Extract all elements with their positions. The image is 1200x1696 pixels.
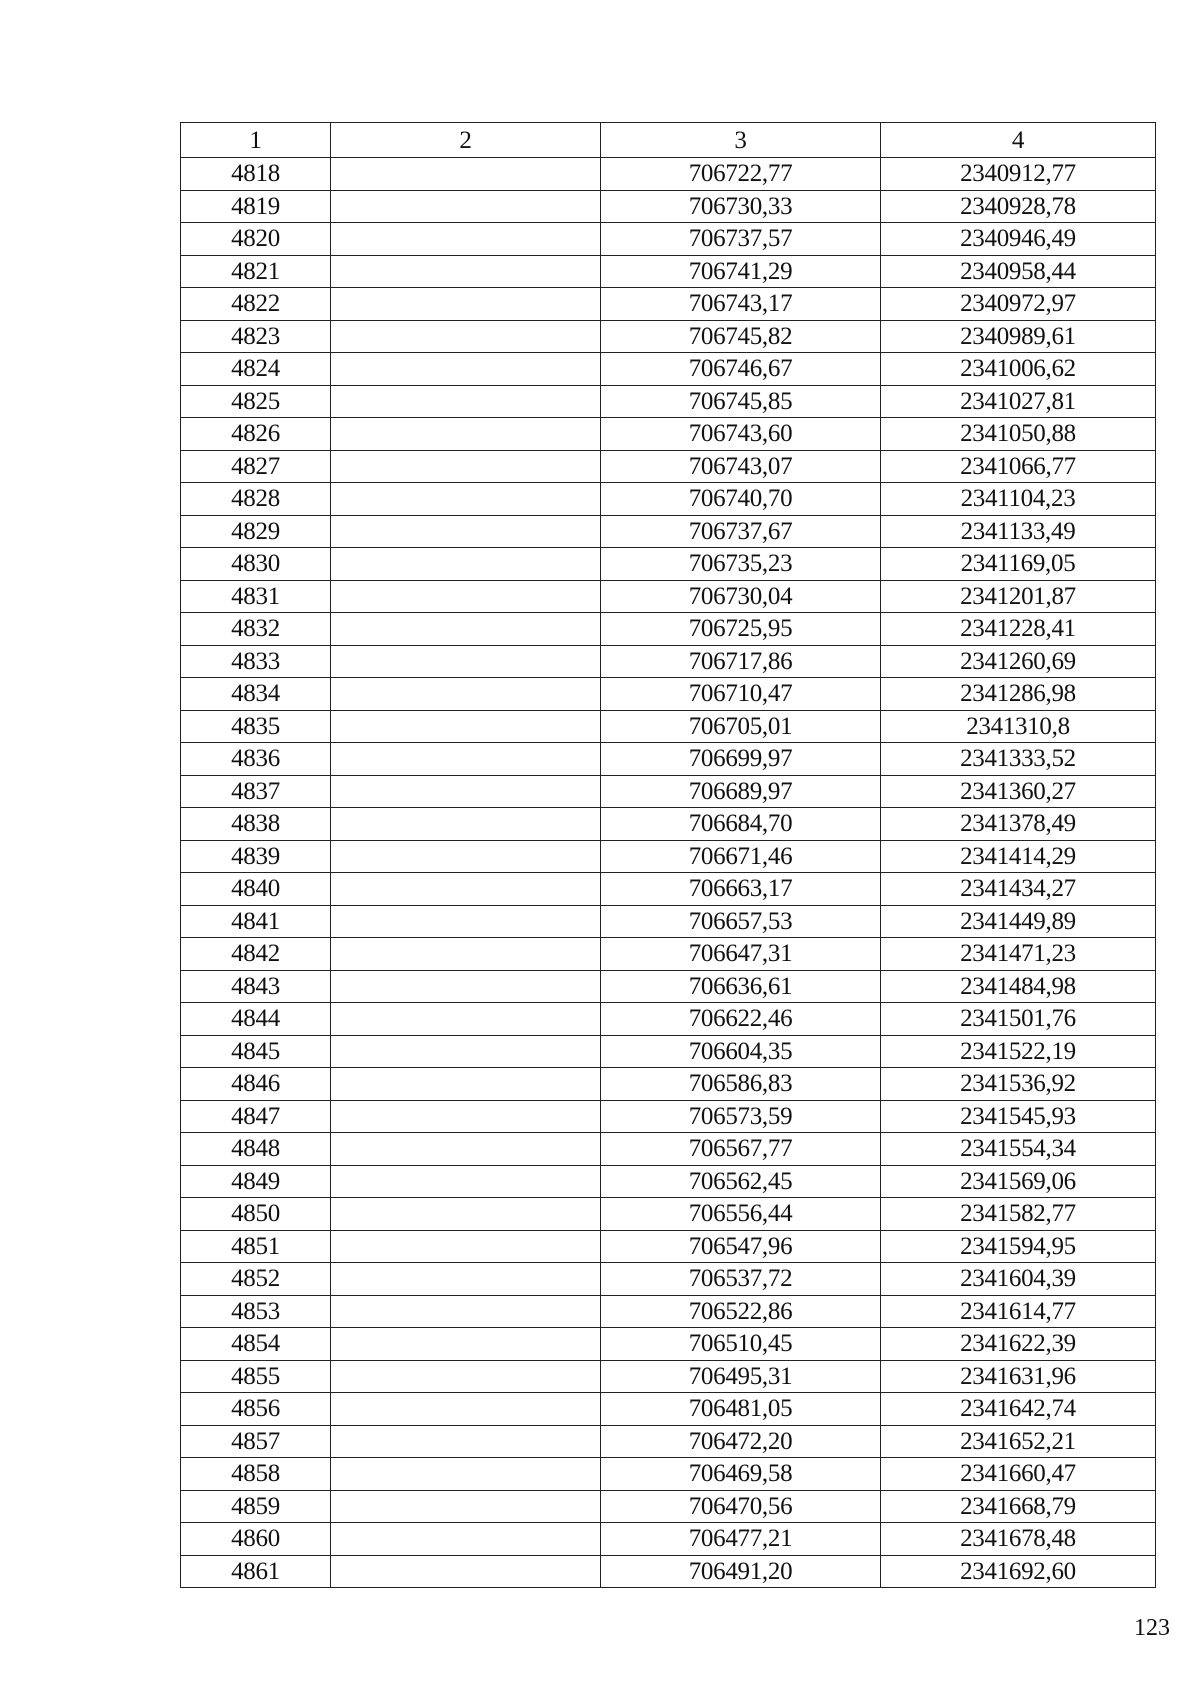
table-cell-col-2 — [331, 613, 601, 646]
table-cell-col-2 — [331, 678, 601, 711]
table-cell-col-3: 706689,97 — [601, 775, 881, 808]
table-cell-col-3: 706710,47 — [601, 678, 881, 711]
table-cell-col-1: 4849 — [181, 1165, 331, 1198]
table-cell-col-2 — [331, 1555, 601, 1588]
table-row — [181, 353, 1156, 386]
table-cell-col-2 — [331, 483, 601, 516]
table-cell-col-3: 706745,85 — [601, 385, 881, 418]
table-cell-col-2 — [331, 808, 601, 841]
table-cell-col-3: 706522,86 — [601, 1295, 881, 1328]
table-cell-col-1: 4854 — [181, 1328, 331, 1361]
table-row — [181, 1100, 1156, 1133]
table-cell-col-2 — [331, 1100, 601, 1133]
table-cell-col-1: 4840 — [181, 873, 331, 906]
table-row — [181, 840, 1156, 873]
table-cell-col-4: 2341631,96 — [881, 1360, 1156, 1393]
table-cell-col-1: 4825 — [181, 385, 331, 418]
table-row — [181, 1328, 1156, 1361]
table-cell-col-2 — [331, 1458, 601, 1491]
table-cell-col-3: 706567,77 — [601, 1133, 881, 1166]
table-row — [181, 970, 1156, 1003]
table-cell-col-1: 4859 — [181, 1490, 331, 1523]
table-cell-col-3: 706743,60 — [601, 418, 881, 451]
table-cell-col-3: 706722,77 — [601, 158, 881, 191]
table-row — [181, 1458, 1156, 1491]
table-cell-col-4: 2341050,88 — [881, 418, 1156, 451]
table-cell-col-1: 4841 — [181, 905, 331, 938]
table-cell-col-3: 706741,29 — [601, 255, 881, 288]
table-cell-col-4: 2341582,77 — [881, 1198, 1156, 1231]
table-cell-col-1: 4824 — [181, 353, 331, 386]
table-row — [181, 418, 1156, 451]
column-header-3: 3 — [601, 123, 881, 158]
table-cell-col-2 — [331, 1490, 601, 1523]
table-cell-col-3: 706746,67 — [601, 353, 881, 386]
table-cell-col-3: 706684,70 — [601, 808, 881, 841]
table-row — [181, 580, 1156, 613]
table-row — [181, 385, 1156, 418]
table-row — [181, 320, 1156, 353]
table-cell-col-3: 706547,96 — [601, 1230, 881, 1263]
table-cell-col-2 — [331, 1198, 601, 1231]
table-cell-col-2 — [331, 288, 601, 321]
table-cell-col-2 — [331, 190, 601, 223]
table-row — [181, 710, 1156, 743]
table-cell-col-4: 2341622,39 — [881, 1328, 1156, 1361]
table-cell-col-4: 2341554,34 — [881, 1133, 1156, 1166]
table-cell-col-2 — [331, 1068, 601, 1101]
table-cell-col-1: 4855 — [181, 1360, 331, 1393]
table-cell-col-4: 2341378,49 — [881, 808, 1156, 841]
table-row — [181, 1523, 1156, 1556]
table-cell-col-4: 2341642,74 — [881, 1393, 1156, 1426]
table-cell-col-3: 706699,97 — [601, 743, 881, 776]
table-cell-col-3: 706737,67 — [601, 515, 881, 548]
table-cell-col-4: 2341604,39 — [881, 1263, 1156, 1296]
table-cell-col-3: 706636,61 — [601, 970, 881, 1003]
table-cell-col-2 — [331, 905, 601, 938]
table-cell-col-3: 706586,83 — [601, 1068, 881, 1101]
table-cell-col-4: 2340946,49 — [881, 223, 1156, 256]
table-row — [181, 678, 1156, 711]
table-cell-col-1: 4846 — [181, 1068, 331, 1101]
table-cell-col-2 — [331, 548, 601, 581]
table-cell-col-4: 2341027,81 — [881, 385, 1156, 418]
table-row — [181, 515, 1156, 548]
table-cell-col-4: 2341066,77 — [881, 450, 1156, 483]
table-cell-col-3: 706562,45 — [601, 1165, 881, 1198]
table-cell-col-2 — [331, 418, 601, 451]
table-cell-col-2 — [331, 1295, 601, 1328]
table-cell-col-2 — [331, 1230, 601, 1263]
table-cell-col-2 — [331, 1165, 601, 1198]
table-cell-col-3: 706495,31 — [601, 1360, 881, 1393]
table-cell-col-4: 2341006,62 — [881, 353, 1156, 386]
table-cell-col-2 — [331, 580, 601, 613]
table-row — [181, 1133, 1156, 1166]
table-cell-col-4: 2340928,78 — [881, 190, 1156, 223]
table-cell-col-1: 4833 — [181, 645, 331, 678]
table-row — [181, 1425, 1156, 1458]
table-row — [181, 223, 1156, 256]
table-row — [181, 743, 1156, 776]
table-cell-col-3: 706622,46 — [601, 1003, 881, 1036]
table-cell-col-2 — [331, 970, 601, 1003]
table-cell-col-2 — [331, 840, 601, 873]
table-cell-col-1: 4848 — [181, 1133, 331, 1166]
table-cell-col-2 — [331, 515, 601, 548]
table-cell-col-2 — [331, 1360, 601, 1393]
table-cell-col-2 — [331, 1263, 601, 1296]
table-cell-col-1: 4838 — [181, 808, 331, 841]
table-cell-col-4: 2341434,27 — [881, 873, 1156, 906]
table-cell-col-1: 4821 — [181, 255, 331, 288]
table-cell-col-3: 706745,82 — [601, 320, 881, 353]
table-row — [181, 158, 1156, 191]
table-cell-col-2 — [331, 645, 601, 678]
table-cell-col-4: 2341104,23 — [881, 483, 1156, 516]
table-row — [181, 1295, 1156, 1328]
table-cell-col-1: 4837 — [181, 775, 331, 808]
table-cell-col-3: 706481,05 — [601, 1393, 881, 1426]
table-cell-col-4: 2341692,60 — [881, 1555, 1156, 1588]
table-row — [181, 483, 1156, 516]
table-row — [181, 808, 1156, 841]
table-cell-col-3: 706647,31 — [601, 938, 881, 971]
table-row — [181, 1230, 1156, 1263]
table-cell-col-4: 2341133,49 — [881, 515, 1156, 548]
table-cell-col-1: 4826 — [181, 418, 331, 451]
column-header-2: 2 — [331, 123, 601, 158]
table-cell-col-4: 2341569,06 — [881, 1165, 1156, 1198]
table-cell-col-2 — [331, 158, 601, 191]
table-cell-col-4: 2340972,97 — [881, 288, 1156, 321]
table-cell-col-3: 706740,70 — [601, 483, 881, 516]
table-cell-col-2 — [331, 1393, 601, 1426]
table-cell-col-4: 2341414,29 — [881, 840, 1156, 873]
table-cell-col-4: 2341652,21 — [881, 1425, 1156, 1458]
table-cell-col-4: 2341228,41 — [881, 613, 1156, 646]
table-cell-col-4: 2341310,8 — [881, 710, 1156, 743]
table-cell-col-3: 706737,57 — [601, 223, 881, 256]
table-cell-col-1: 4834 — [181, 678, 331, 711]
table-cell-col-1: 4843 — [181, 970, 331, 1003]
table-row — [181, 1003, 1156, 1036]
table-cell-col-1: 4861 — [181, 1555, 331, 1588]
table-cell-col-3: 706537,72 — [601, 1263, 881, 1296]
table-row — [181, 645, 1156, 678]
table-row — [181, 1198, 1156, 1231]
table-cell-col-4: 2341522,19 — [881, 1035, 1156, 1068]
table-row — [181, 1068, 1156, 1101]
table-cell-col-3: 706743,07 — [601, 450, 881, 483]
table-cell-col-1: 4853 — [181, 1295, 331, 1328]
table-cell-col-1: 4830 — [181, 548, 331, 581]
table-cell-col-3: 706671,46 — [601, 840, 881, 873]
table-cell-col-4: 2341471,23 — [881, 938, 1156, 971]
table-row — [181, 288, 1156, 321]
table-cell-col-1: 4836 — [181, 743, 331, 776]
table-cell-col-4: 2341286,98 — [881, 678, 1156, 711]
table-cell-col-2 — [331, 1425, 601, 1458]
table-row — [181, 1360, 1156, 1393]
table-cell-col-1: 4856 — [181, 1393, 331, 1426]
table-cell-col-4: 2341660,47 — [881, 1458, 1156, 1491]
table-cell-col-4: 2341594,95 — [881, 1230, 1156, 1263]
column-header-1: 1 — [181, 123, 331, 158]
table-cell-col-4: 2341169,05 — [881, 548, 1156, 581]
table-row — [181, 450, 1156, 483]
table-cell-col-3: 706469,58 — [601, 1458, 881, 1491]
table-cell-col-4: 2341614,77 — [881, 1295, 1156, 1328]
table-cell-col-4: 2341360,27 — [881, 775, 1156, 808]
table-cell-col-1: 4847 — [181, 1100, 331, 1133]
table-cell-col-1: 4844 — [181, 1003, 331, 1036]
table-cell-col-3: 706743,17 — [601, 288, 881, 321]
table-cell-col-3: 706705,01 — [601, 710, 881, 743]
table-cell-col-1: 4827 — [181, 450, 331, 483]
table-cell-col-1: 4835 — [181, 710, 331, 743]
table-cell-col-4: 2341484,98 — [881, 970, 1156, 1003]
table-cell-col-1: 4818 — [181, 158, 331, 191]
table-cell-col-2 — [331, 1035, 601, 1068]
table-cell-col-3: 706491,20 — [601, 1555, 881, 1588]
table-cell-col-2 — [331, 775, 601, 808]
table-cell-col-2 — [331, 255, 601, 288]
table-cell-col-1: 4858 — [181, 1458, 331, 1491]
table-row — [181, 190, 1156, 223]
table-cell-col-1: 4832 — [181, 613, 331, 646]
table-row — [181, 255, 1156, 288]
table-cell-col-3: 706573,59 — [601, 1100, 881, 1133]
table-cell-col-4: 2341333,52 — [881, 743, 1156, 776]
table-row — [181, 1165, 1156, 1198]
table-cell-col-1: 4842 — [181, 938, 331, 971]
table-cell-col-3: 706604,35 — [601, 1035, 881, 1068]
table-cell-col-4: 2340958,44 — [881, 255, 1156, 288]
table-cell-col-1: 4822 — [181, 288, 331, 321]
header-row — [181, 123, 1156, 158]
table-cell-col-4: 2340912,77 — [881, 158, 1156, 191]
table-cell-col-3: 706556,44 — [601, 1198, 881, 1231]
table-cell-col-4: 2341260,69 — [881, 645, 1156, 678]
table-cell-col-3: 706717,86 — [601, 645, 881, 678]
table-row — [181, 938, 1156, 971]
table-cell-col-2 — [331, 1523, 601, 1556]
table-cell-col-3: 706477,21 — [601, 1523, 881, 1556]
table-cell-col-2 — [331, 353, 601, 386]
table-cell-col-3: 706735,23 — [601, 548, 881, 581]
table-cell-col-4: 2341201,87 — [881, 580, 1156, 613]
table-cell-col-1: 4860 — [181, 1523, 331, 1556]
table-row — [181, 1263, 1156, 1296]
table-cell-col-1: 4829 — [181, 515, 331, 548]
table-cell-col-3: 706663,17 — [601, 873, 881, 906]
table-cell-col-4: 2340989,61 — [881, 320, 1156, 353]
table-cell-col-4: 2341536,92 — [881, 1068, 1156, 1101]
table-cell-col-1: 4823 — [181, 320, 331, 353]
table-cell-col-3: 706725,95 — [601, 613, 881, 646]
table-cell-col-2 — [331, 223, 601, 256]
table-cell-col-2 — [331, 938, 601, 971]
table-cell-col-1: 4820 — [181, 223, 331, 256]
table-cell-col-1: 4852 — [181, 1263, 331, 1296]
table-cell-col-2 — [331, 710, 601, 743]
table-cell-col-3: 706510,45 — [601, 1328, 881, 1361]
table-row — [181, 613, 1156, 646]
table-cell-col-2 — [331, 320, 601, 353]
table-cell-col-4: 2341668,79 — [881, 1490, 1156, 1523]
page-number: 123 — [1134, 1615, 1170, 1641]
table-body — [181, 158, 1156, 1588]
table-cell-col-3: 706472,20 — [601, 1425, 881, 1458]
table-cell-col-2 — [331, 450, 601, 483]
table-cell-col-3: 706657,53 — [601, 905, 881, 938]
table-cell-col-1: 4828 — [181, 483, 331, 516]
table-cell-col-3: 706730,04 — [601, 580, 881, 613]
table-cell-col-1: 4819 — [181, 190, 331, 223]
table-cell-col-1: 4839 — [181, 840, 331, 873]
table-row — [181, 873, 1156, 906]
table-cell-col-1: 4831 — [181, 580, 331, 613]
table-row — [181, 1555, 1156, 1588]
table-cell-col-2 — [331, 1003, 601, 1036]
table-cell-col-1: 4845 — [181, 1035, 331, 1068]
table-row — [181, 1035, 1156, 1068]
column-header-4: 4 — [881, 123, 1156, 158]
table-cell-col-1: 4850 — [181, 1198, 331, 1231]
table-cell-col-1: 4857 — [181, 1425, 331, 1458]
table-cell-col-3: 706470,56 — [601, 1490, 881, 1523]
table-cell-col-4: 2341449,89 — [881, 905, 1156, 938]
table-row — [181, 905, 1156, 938]
coordinates-table — [180, 122, 1156, 1588]
table-cell-col-3: 706730,33 — [601, 190, 881, 223]
table-cell-col-4: 2341501,76 — [881, 1003, 1156, 1036]
table-row — [181, 775, 1156, 808]
table-cell-col-2 — [331, 743, 601, 776]
table-row — [181, 1393, 1156, 1426]
table-cell-col-4: 2341545,93 — [881, 1100, 1156, 1133]
table-cell-col-4: 2341678,48 — [881, 1523, 1156, 1556]
table-row — [181, 548, 1156, 581]
table-cell-col-2 — [331, 385, 601, 418]
table-row — [181, 1490, 1156, 1523]
table-cell-col-2 — [331, 873, 601, 906]
table-cell-col-1: 4851 — [181, 1230, 331, 1263]
table-cell-col-2 — [331, 1328, 601, 1361]
table-cell-col-2 — [331, 1133, 601, 1166]
